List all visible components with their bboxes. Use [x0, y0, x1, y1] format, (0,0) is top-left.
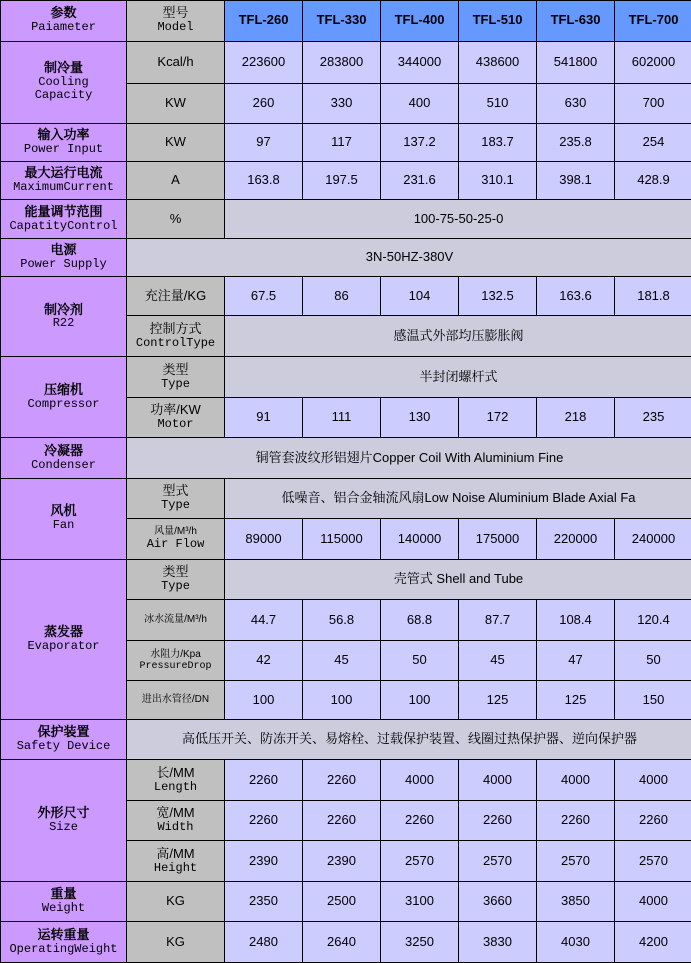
sub-label-evaporator-type-cn: 类型 — [162, 564, 189, 580]
sub-label-evaporator-pipe-diameter — [127, 681, 225, 719]
cell-size-width-630: 2260 — [537, 800, 615, 841]
table-row-capacity-control — [1, 200, 691, 238]
cell-size-length-400: 4000 — [381, 760, 459, 801]
unit-cell-weight-kg: KG — [127, 881, 225, 922]
cell-evaporator-pressure-drop-510: 45 — [459, 640, 537, 681]
cell-fan-airflow-260: 89000 — [225, 519, 303, 560]
cell-size-length-630: 4000 — [537, 760, 615, 801]
cell-refrigerant-charge-510: 132.5 — [459, 277, 537, 315]
sub-label-fan-type-en: Type — [161, 498, 190, 513]
table-row-fan-type — [1, 478, 691, 519]
cell-max-current-510: 310.1 — [459, 161, 537, 199]
sub-label-size-height-en: Height — [153, 860, 198, 875]
cell-size-height-260: 2390 — [225, 841, 303, 882]
cell-power-input-260: 97 — [225, 123, 303, 161]
cell-fan-airflow-630: 220000 — [537, 519, 615, 560]
row-label-refrigerant-en: R22 — [52, 316, 75, 331]
row-label-condenser-cn: 冷凝器 — [43, 442, 83, 458]
sub-label-fan-type-cn: 型式 — [162, 483, 189, 499]
cell-weight-700: 4000 — [615, 881, 691, 922]
cell-compressor-type-value: 半封闭螺杆式 — [225, 357, 691, 398]
cell-evaporator-pipe-diameter-260: 100 — [225, 681, 303, 719]
cell-operating-weight-630: 4030 — [537, 922, 615, 963]
row-label-weight — [1, 881, 127, 922]
cell-evaporator-waterflow-400: 68.8 — [381, 600, 459, 641]
sub-label-compressor-type-en: Type — [161, 376, 190, 391]
cell-cooling-kcal-330: 283800 — [303, 41, 381, 84]
sub-label-evaporator-pressure-drop-cn: 水阻力/Kpa — [150, 649, 201, 661]
sub-label-size-height-cn: 高/MM — [156, 845, 195, 861]
cell-size-height-630: 2570 — [537, 841, 615, 882]
cell-compressor-motor-330: 111 — [303, 397, 381, 438]
cell-size-length-260: 2260 — [225, 760, 303, 801]
cell-operating-weight-700: 4200 — [615, 922, 691, 963]
row-label-fan — [1, 478, 127, 559]
sub-label-evaporator-pressure-drop — [127, 640, 225, 681]
cell-cooling-kw-330: 330 — [303, 84, 381, 123]
cell-power-supply-value: 3N-50HZ-380V — [127, 238, 691, 276]
table-row-power-supply — [1, 238, 691, 276]
cell-max-current-630: 398.1 — [537, 161, 615, 199]
cell-evaporator-type-value: 壳管式 Shell and Tube — [225, 559, 691, 600]
table-row-evaporator-type — [1, 559, 691, 600]
cell-size-length-510: 4000 — [459, 760, 537, 801]
cell-power-input-700: 254 — [615, 123, 691, 161]
cell-size-height-510: 2570 — [459, 841, 537, 882]
cell-size-height-400: 2570 — [381, 841, 459, 882]
row-label-evaporator-en: Evaporator — [27, 638, 100, 653]
cell-weight-330: 2500 — [303, 881, 381, 922]
table-header-row — [1, 1, 691, 42]
header-model-tfl-700: TFL-700 — [615, 1, 691, 42]
cell-cooling-kcal-260: 223600 — [225, 41, 303, 84]
table-row-condenser — [1, 438, 691, 479]
cell-power-input-330: 117 — [303, 123, 381, 161]
header-parameter-en: Paiameter — [31, 20, 96, 35]
cell-cooling-kw-630: 630 — [537, 84, 615, 123]
cell-evaporator-pipe-diameter-700: 150 — [615, 681, 691, 719]
row-label-refrigerant-cn: 制冷剂 — [43, 301, 83, 317]
cell-evaporator-pressure-drop-260: 42 — [225, 640, 303, 681]
header-parameter-cn: 参数 — [50, 5, 77, 21]
cell-max-current-260: 163.8 — [225, 161, 303, 199]
row-label-capacity-control — [1, 200, 127, 238]
unit-cell-kcal-h: Kcal/h — [127, 41, 225, 84]
table-row-max-current — [1, 161, 691, 199]
cell-size-width-700: 2260 — [615, 800, 691, 841]
row-label-refrigerant — [1, 277, 127, 357]
table-row-refrigerant-charge — [1, 277, 691, 315]
table-row-power-input — [1, 123, 691, 161]
header-model-tfl-630: TFL-630 — [537, 1, 615, 42]
unit-cell-power-input-kw: KW — [127, 123, 225, 161]
row-label-power-input-cn: 输入功率 — [37, 126, 90, 142]
cell-cooling-kw-400: 400 — [381, 84, 459, 123]
row-label-power-supply-cn: 电源 — [50, 242, 77, 258]
unit-cell-cooling-kw: KW — [127, 84, 225, 123]
cell-operating-weight-400: 3250 — [381, 922, 459, 963]
row-label-weight-en: Weight — [41, 901, 86, 916]
row-label-power-input-en: Power Input — [23, 141, 104, 156]
cell-cooling-kcal-510: 438600 — [459, 41, 537, 84]
sub-label-fan-type — [127, 478, 225, 519]
unit-cell-ampere: A — [127, 161, 225, 199]
cell-evaporator-pressure-drop-400: 50 — [381, 640, 459, 681]
sub-label-evaporator-pipe-diameter-cn: 进出水管径/DN — [141, 694, 210, 706]
row-label-cooling-capacity-cn: 制冷量 — [43, 59, 83, 75]
cell-power-input-400: 137.2 — [381, 123, 459, 161]
sub-label-charge-volume: 充注量/KG — [127, 277, 225, 315]
table-row-weight — [1, 881, 691, 922]
header-parameter-cell — [1, 1, 127, 42]
cell-refrigerant-charge-260: 67.5 — [225, 277, 303, 315]
cell-cooling-kw-260: 260 — [225, 84, 303, 123]
sub-label-evaporator-type-en: Type — [161, 579, 190, 594]
cell-evaporator-waterflow-260: 44.7 — [225, 600, 303, 641]
sub-label-control-type-cn: 控制方式 — [149, 320, 202, 336]
row-label-operating-weight — [1, 922, 127, 963]
sub-label-evaporator-waterflow-cn: 冰水流量/M³/h — [144, 614, 207, 626]
cell-evaporator-pressure-drop-630: 47 — [537, 640, 615, 681]
row-label-safety-device-en: Safety Device — [16, 739, 111, 754]
cell-evaporator-pressure-drop-330: 45 — [303, 640, 381, 681]
cell-weight-400: 3100 — [381, 881, 459, 922]
cell-refrigerant-charge-700: 181.8 — [615, 277, 691, 315]
cell-refrigerant-charge-330: 86 — [303, 277, 381, 315]
cell-operating-weight-510: 3830 — [459, 922, 537, 963]
cell-evaporator-pressure-drop-700: 50 — [615, 640, 691, 681]
sub-label-compressor-motor — [127, 397, 225, 438]
cell-evaporator-waterflow-700: 120.4 — [615, 600, 691, 641]
row-label-operating-weight-cn: 运转重量 — [37, 926, 90, 942]
cell-cooling-kcal-700: 602000 — [615, 41, 691, 84]
cell-cooling-kw-510: 510 — [459, 84, 537, 123]
row-label-weight-cn: 重量 — [50, 886, 77, 902]
row-label-cooling-capacity-en1: Cooling — [38, 74, 89, 89]
cell-compressor-motor-400: 130 — [381, 397, 459, 438]
cell-evaporator-pipe-diameter-330: 100 — [303, 681, 381, 719]
cell-max-current-330: 197.5 — [303, 161, 381, 199]
table-row-compressor-type — [1, 357, 691, 398]
cell-compressor-motor-510: 172 — [459, 397, 537, 438]
cell-fan-airflow-700: 240000 — [615, 519, 691, 560]
sub-label-size-width — [127, 800, 225, 841]
cell-compressor-motor-700: 235 — [615, 397, 691, 438]
cell-max-current-400: 231.6 — [381, 161, 459, 199]
cell-weight-630: 3850 — [537, 881, 615, 922]
header-model-tfl-260: TFL-260 — [225, 1, 303, 42]
sub-label-size-length-cn: 长/MM — [156, 764, 195, 780]
row-label-size-en: Size — [49, 820, 78, 835]
header-model-tfl-330: TFL-330 — [303, 1, 381, 42]
cell-evaporator-pipe-diameter-630: 125 — [537, 681, 615, 719]
cell-condenser-value: 铜管套波纹形铝翅片Copper Coil With Aluminium Fine — [127, 438, 691, 479]
table-row-cooling-kcal — [1, 41, 691, 84]
cell-size-width-510: 2260 — [459, 800, 537, 841]
unit-cell-percent: % — [127, 200, 225, 238]
header-model-en: Model — [157, 20, 194, 35]
row-label-size-cn: 外形尺寸 — [37, 805, 90, 821]
sub-label-compressor-type-cn: 类型 — [162, 361, 189, 377]
cell-compressor-motor-630: 218 — [537, 397, 615, 438]
header-model-cell — [127, 1, 225, 42]
cell-fan-airflow-510: 175000 — [459, 519, 537, 560]
sub-label-evaporator-waterflow — [127, 600, 225, 641]
row-label-max-current-en: MaximumCurrent — [13, 180, 114, 195]
row-label-max-current — [1, 161, 127, 199]
cell-size-height-330: 2390 — [303, 841, 381, 882]
cell-capacity-control-value: 100-75-50-25-0 — [225, 200, 691, 238]
cell-fan-airflow-330: 115000 — [303, 519, 381, 560]
cell-evaporator-pipe-diameter-400: 100 — [381, 681, 459, 719]
row-label-power-supply — [1, 238, 127, 276]
sub-label-fan-airflow-en: Air Flow — [146, 536, 205, 551]
row-label-safety-device-cn: 保护装置 — [37, 724, 90, 740]
row-label-capacity-control-en: CapatityControl — [9, 218, 118, 233]
sub-label-size-length-en: Length — [153, 779, 198, 794]
sub-label-size-width-cn: 宽/MM — [156, 805, 195, 821]
row-label-cooling-capacity — [1, 41, 127, 123]
row-label-fan-en: Fan — [52, 518, 75, 533]
cell-compressor-motor-260: 91 — [225, 397, 303, 438]
row-label-capacity-control-cn: 能量调节范围 — [24, 203, 103, 219]
cell-evaporator-waterflow-330: 56.8 — [303, 600, 381, 641]
row-label-operating-weight-en: OperatingWeight — [9, 941, 118, 956]
sub-label-control-type-en: ControlType — [135, 335, 216, 350]
cell-weight-260: 2350 — [225, 881, 303, 922]
row-label-size — [1, 760, 127, 882]
row-label-evaporator — [1, 559, 127, 719]
cell-size-width-400: 2260 — [381, 800, 459, 841]
row-label-compressor — [1, 357, 127, 438]
table-row-operating-weight — [1, 922, 691, 963]
sub-label-evaporator-pressure-drop-en: PressureDrop — [139, 660, 212, 672]
sub-label-size-length — [127, 760, 225, 801]
cell-cooling-kcal-630: 541800 — [537, 41, 615, 84]
cell-refrigerant-control-type-value: 感温式外部均压膨胀阀 — [225, 315, 691, 357]
row-label-power-input — [1, 123, 127, 161]
cell-power-input-510: 183.7 — [459, 123, 537, 161]
cell-power-input-630: 235.8 — [537, 123, 615, 161]
cell-refrigerant-charge-400: 104 — [381, 277, 459, 315]
row-label-max-current-cn: 最大运行电流 — [24, 165, 103, 181]
cell-operating-weight-260: 2480 — [225, 922, 303, 963]
cell-refrigerant-charge-630: 163.6 — [537, 277, 615, 315]
cell-size-width-260: 2260 — [225, 800, 303, 841]
row-label-compressor-en: Compressor — [27, 396, 100, 411]
table-row-safety-device — [1, 719, 691, 760]
header-model-tfl-400: TFL-400 — [381, 1, 459, 42]
sub-label-compressor-type — [127, 357, 225, 398]
cell-size-length-330: 2260 — [303, 760, 381, 801]
cell-max-current-700: 428.9 — [615, 161, 691, 199]
cell-operating-weight-330: 2640 — [303, 922, 381, 963]
cell-size-height-700: 2570 — [615, 841, 691, 882]
cell-evaporator-waterflow-630: 108.4 — [537, 600, 615, 641]
row-label-evaporator-cn: 蒸发器 — [43, 623, 83, 639]
sub-label-compressor-motor-cn: 功率/KW — [150, 402, 201, 418]
cell-size-width-330: 2260 — [303, 800, 381, 841]
sub-label-size-height — [127, 841, 225, 882]
sub-label-evaporator-type — [127, 559, 225, 600]
sub-label-compressor-motor-en: Motor — [157, 417, 194, 432]
table-row-size-length — [1, 760, 691, 801]
cell-size-length-700: 4000 — [615, 760, 691, 801]
row-label-condenser — [1, 438, 127, 479]
cell-cooling-kw-700: 700 — [615, 84, 691, 123]
sub-label-size-width-en: Width — [157, 820, 194, 835]
cell-cooling-kcal-400: 344000 — [381, 41, 459, 84]
row-label-power-supply-en: Power Supply — [20, 257, 107, 272]
unit-cell-operating-weight-kg: KG — [127, 922, 225, 963]
row-label-cooling-capacity-en2: Capacity — [34, 88, 93, 103]
header-model-tfl-510: TFL-510 — [459, 1, 537, 42]
cell-evaporator-pipe-diameter-510: 125 — [459, 681, 537, 719]
header-model-cn: 型号 — [162, 5, 189, 21]
cell-safety-device-value: 高低压开关、防冻开关、易熔栓、过载保护装置、线圈过热保护器、逆向保护器 — [127, 719, 691, 760]
row-label-compressor-cn: 压缩机 — [43, 381, 83, 397]
sub-label-fan-airflow — [127, 519, 225, 560]
cell-fan-airflow-400: 140000 — [381, 519, 459, 560]
sub-label-control-type — [127, 315, 225, 357]
row-label-safety-device — [1, 719, 127, 760]
cell-evaporator-waterflow-510: 87.7 — [459, 600, 537, 641]
sub-label-fan-airflow-cn: 风量/M³/h — [154, 526, 197, 538]
cell-weight-510: 3660 — [459, 881, 537, 922]
row-label-condenser-en: Condenser — [31, 457, 96, 472]
cell-fan-type-value: 低噪音、铝合金轴流风扇Low Noise Aluminium Blade Axial Fa — [225, 478, 691, 519]
row-label-fan-cn: 风机 — [50, 503, 77, 519]
